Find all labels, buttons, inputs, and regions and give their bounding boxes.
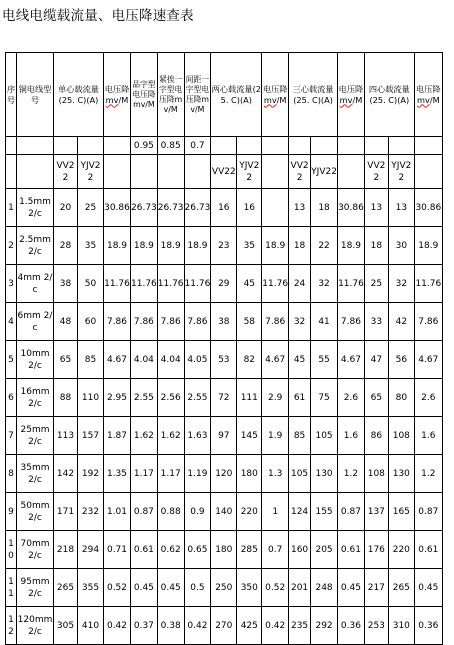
cell-seq: 1 (6, 189, 17, 227)
type-vv22: VV22 (289, 155, 311, 189)
cell-single-yjv22: 50 (78, 265, 104, 303)
cell-two-vdrop: 1.9 (262, 417, 289, 455)
cell-pin-vdrop: 7.86 (131, 303, 158, 341)
cell-two-vv22: 180 (211, 531, 237, 569)
cell-two-vv22: 97 (211, 417, 237, 455)
cell-four-vdrop: 1.2 (414, 455, 442, 493)
table-row (6, 227, 443, 265)
cell-three-yjv22: 130 (311, 455, 338, 493)
cell-four-vv22: 217 (364, 569, 388, 607)
cell-two-vdrop: 4.67 (262, 341, 289, 379)
cell-gap-vdrop: 0.65 (184, 531, 211, 569)
cell-four-vdrop: 0.36 (414, 607, 442, 645)
cell-pin-vdrop: 0.61 (131, 531, 158, 569)
cell-single-yjv22: 60 (78, 303, 104, 341)
cell-four-yjv22: 30 (388, 227, 414, 265)
cell-four-vv22: 176 (364, 531, 388, 569)
cell-two-vv22: 270 (211, 607, 237, 645)
cell-two-yjv22: 350 (237, 569, 262, 607)
cell-single-vdrop: 1.01 (104, 493, 131, 531)
cell-single-vdrop: 4.67 (104, 341, 131, 379)
cell-two-yjv22: 220 (237, 493, 262, 531)
header-single-current: 单心载流量(25. C)(A) (54, 53, 104, 137)
cell-two-vv22: 23 (211, 227, 237, 265)
cell-three-vdrop: 11.76 (338, 265, 365, 303)
cell-three-yjv22: 75 (311, 379, 338, 417)
cell-three-yjv22: 55 (311, 341, 338, 379)
cell-three-vv22: 160 (289, 531, 311, 569)
cell-gap-vdrop: 0.5 (184, 569, 211, 607)
cell-four-vdrop: 0.61 (414, 531, 442, 569)
cell-four-vv22: 108 (364, 455, 388, 493)
cell-two-yjv22: 82 (237, 341, 262, 379)
cell-model: 35mm 2/c (17, 455, 54, 493)
header-pin-vdrop: 品字型电压降mv/M (131, 53, 158, 137)
cell-model: 4mm 2/c (17, 265, 54, 303)
type-yjv22: YJV22 (311, 155, 338, 189)
table-row (6, 265, 443, 303)
cell-four-yjv22: 265 (388, 569, 414, 607)
header-four-current: 四心载流量(25. C)(A) (364, 53, 414, 137)
cell-seq: 2 (6, 227, 17, 265)
cell-two-yjv22: 425 (237, 607, 262, 645)
cell-single-vv22: 65 (54, 341, 78, 379)
cell-single-yjv22: 35 (78, 227, 104, 265)
coef-tight: 0.85 (157, 137, 184, 155)
cell-four-vv22: 253 (364, 607, 388, 645)
cell-four-vdrop: 0.87 (414, 493, 442, 531)
cell-single-vv22: 142 (54, 455, 78, 493)
cell-single-yjv22: 85 (78, 341, 104, 379)
cell-single-vdrop: 18.9 (104, 227, 131, 265)
cell-three-yjv22: 41 (311, 303, 338, 341)
header-tight-vdrop: 紧挨一字型电压降mv/M (157, 53, 184, 137)
cell-single-yjv22: 157 (78, 417, 104, 455)
cell-four-vv22: 137 (364, 493, 388, 531)
type-vv22: VV22 (364, 155, 388, 189)
cell-model: 10mm 2/c (17, 341, 54, 379)
cell-gap-vdrop: 4.05 (184, 341, 211, 379)
cell-four-vv22: 33 (364, 303, 388, 341)
cell-single-vv22: 88 (54, 379, 78, 417)
cell-two-yjv22: 58 (237, 303, 262, 341)
cell-single-vv22: 305 (54, 607, 78, 645)
cell-two-yjv22: 111 (237, 379, 262, 417)
header-vdrop-three: 电压降 mv/M (338, 53, 365, 137)
cell-four-vv22: 25 (364, 265, 388, 303)
cable-type-row (6, 155, 443, 189)
cell-single-vdrop: 11.76 (104, 265, 131, 303)
coef-pin: 0.95 (131, 137, 158, 155)
cell-four-vdrop: 0.45 (414, 569, 442, 607)
cell-model: 25mm 2/c (17, 417, 54, 455)
cell-two-vv22: 16 (211, 189, 237, 227)
cell-tight-vdrop: 0.38 (157, 607, 184, 645)
cell-four-vdrop: 30.86 (414, 189, 442, 227)
cell-seq: 11 (6, 569, 17, 607)
cell-pin-vdrop: 0.87 (131, 493, 158, 531)
type-yjv22: YJV22 (388, 155, 414, 189)
cell-single-vdrop: 2.95 (104, 379, 131, 417)
cell-two-vdrop: 1.3 (262, 455, 289, 493)
cell-gap-vdrop: 11.76 (184, 265, 211, 303)
cell-two-vdrop: 1 (262, 493, 289, 531)
cell-two-yjv22: 145 (237, 417, 262, 455)
cell-model: 120mm 2/c (17, 607, 54, 645)
cell-tight-vdrop: 0.88 (157, 493, 184, 531)
header-row (6, 53, 443, 137)
cell-gap-vdrop: 7.86 (184, 303, 211, 341)
cell-three-vv22: 32 (289, 303, 311, 341)
cell-two-vdrop: 0.7 (262, 531, 289, 569)
type-vv22: VV22 (211, 155, 237, 189)
cell-three-vv22: 85 (289, 417, 311, 455)
cell-two-vdrop: 0.42 (262, 607, 289, 645)
cell-gap-vdrop: 1.63 (184, 417, 211, 455)
cell-two-vv22: 140 (211, 493, 237, 531)
cell-three-vdrop: 30.86 (338, 189, 365, 227)
cell-three-vdrop: 4.67 (338, 341, 365, 379)
cell-pin-vdrop: 11.76 (131, 265, 158, 303)
cell-four-yjv22: 32 (388, 265, 414, 303)
cell-four-vv22: 65 (364, 379, 388, 417)
cell-tight-vdrop: 0.62 (157, 531, 184, 569)
table-row (6, 189, 443, 227)
table-row (6, 455, 443, 493)
cell-two-vv22: 38 (211, 303, 237, 341)
cell-three-vv22: 235 (289, 607, 311, 645)
cell-two-vdrop (262, 189, 289, 227)
cell-gap-vdrop: 18.9 (184, 227, 211, 265)
cell-two-vdrop: 7.86 (262, 303, 289, 341)
header-gap-vdrop: 间距一字型电压降mv/M (184, 53, 211, 137)
cell-seq: 5 (6, 341, 17, 379)
cell-tight-vdrop: 26.73 (157, 189, 184, 227)
coef-gap: 0.7 (184, 137, 211, 155)
cell-three-vdrop: 0.87 (338, 493, 365, 531)
cell-seq: 6 (6, 379, 17, 417)
cell-model: 50mm 2/c (17, 493, 54, 531)
cell-four-yjv22: 130 (388, 455, 414, 493)
header-vdrop-single: 电压降 mv/M (104, 53, 131, 137)
cell-tight-vdrop: 1.17 (157, 455, 184, 493)
cell-pin-vdrop: 1.17 (131, 455, 158, 493)
type-vv22: VV22 (54, 155, 78, 189)
cell-seq: 10 (6, 531, 17, 569)
cell-three-vdrop: 0.36 (338, 607, 365, 645)
cell-three-vv22: 61 (289, 379, 311, 417)
cell-three-yjv22: 22 (311, 227, 338, 265)
cell-two-yjv22: 285 (237, 531, 262, 569)
cell-two-vv22: 250 (211, 569, 237, 607)
cell-pin-vdrop: 4.04 (131, 341, 158, 379)
cell-single-vv22: 28 (54, 227, 78, 265)
cell-two-yjv22: 16 (237, 189, 262, 227)
cell-two-vv22: 29 (211, 265, 237, 303)
cell-model: 70mm 2/c (17, 531, 54, 569)
cell-two-vv22: 53 (211, 341, 237, 379)
cell-model: 16mm 2/c (17, 379, 54, 417)
header-vdrop-two: 电压降 mv/M (262, 53, 289, 137)
cell-four-vdrop: 4.67 (414, 341, 442, 379)
cell-four-yjv22: 108 (388, 417, 414, 455)
cell-three-yjv22: 248 (311, 569, 338, 607)
cell-two-vdrop: 11.76 (262, 265, 289, 303)
cell-two-yjv22: 180 (237, 455, 262, 493)
cell-seq: 9 (6, 493, 17, 531)
cell-single-vdrop: 1.87 (104, 417, 131, 455)
cell-single-vdrop: 30.86 (104, 189, 131, 227)
cell-tight-vdrop: 11.76 (157, 265, 184, 303)
cell-three-vv22: 13 (289, 189, 311, 227)
table-row (6, 379, 443, 417)
cell-tight-vdrop: 7.86 (157, 303, 184, 341)
header-three-current: 三心载流量(25. C)(A) (289, 53, 338, 137)
cell-four-vdrop: 2.6 (414, 379, 442, 417)
cell-two-vdrop: 18.9 (262, 227, 289, 265)
cell-single-vv22: 218 (54, 531, 78, 569)
cell-single-vdrop: 0.71 (104, 531, 131, 569)
cell-model: 95mm 2/c (17, 569, 54, 607)
cell-single-vdrop: 0.42 (104, 607, 131, 645)
cell-four-vdrop: 7.86 (414, 303, 442, 341)
cell-three-yjv22: 32 (311, 265, 338, 303)
header-seq: 序号 (6, 53, 17, 137)
cell-single-yjv22: 110 (78, 379, 104, 417)
cell-three-vdrop: 0.61 (338, 531, 365, 569)
cell-four-yjv22: 220 (388, 531, 414, 569)
cell-single-vv22: 20 (54, 189, 78, 227)
cell-three-yjv22: 292 (311, 607, 338, 645)
cell-three-vv22: 201 (289, 569, 311, 607)
cell-single-yjv22: 25 (78, 189, 104, 227)
cell-four-yjv22: 42 (388, 303, 414, 341)
header-model: 铜电线型号 (17, 53, 54, 137)
cell-single-yjv22: 232 (78, 493, 104, 531)
cell-gap-vdrop: 1.19 (184, 455, 211, 493)
cell-three-yjv22: 155 (311, 493, 338, 531)
cell-single-yjv22: 294 (78, 531, 104, 569)
table-row (6, 303, 443, 341)
cell-three-vv22: 105 (289, 455, 311, 493)
cell-tight-vdrop: 4.04 (157, 341, 184, 379)
cell-single-yjv22: 410 (78, 607, 104, 645)
cell-three-yjv22: 105 (311, 417, 338, 455)
cell-four-vv22: 18 (364, 227, 388, 265)
cell-tight-vdrop: 0.45 (157, 569, 184, 607)
table-row (6, 607, 443, 645)
cell-three-yjv22: 205 (311, 531, 338, 569)
table-row (6, 569, 443, 607)
cell-four-vdrop: 1.6 (414, 417, 442, 455)
cell-pin-vdrop: 2.55 (131, 379, 158, 417)
cell-three-vv22: 45 (289, 341, 311, 379)
cell-single-vv22: 171 (54, 493, 78, 531)
cell-single-vv22: 38 (54, 265, 78, 303)
cell-tight-vdrop: 1.62 (157, 417, 184, 455)
cell-single-yjv22: 192 (78, 455, 104, 493)
type-yjv22: YJV22 (78, 155, 104, 189)
page-title: 电线电缆载流量、电压降速查表 (2, 8, 194, 24)
cell-three-vdrop: 1.6 (338, 417, 365, 455)
table-row (6, 417, 443, 455)
cell-seq: 7 (6, 417, 17, 455)
cell-seq: 3 (6, 265, 17, 303)
cell-three-vv22: 18 (289, 227, 311, 265)
cell-four-yjv22: 165 (388, 493, 414, 531)
cell-two-vdrop: 0.52 (262, 569, 289, 607)
cell-single-vdrop: 1.35 (104, 455, 131, 493)
cell-pin-vdrop: 26.73 (131, 189, 158, 227)
cell-two-vv22: 120 (211, 455, 237, 493)
cell-four-vdrop: 11.76 (414, 265, 442, 303)
cell-four-vv22: 86 (364, 417, 388, 455)
table-row (6, 341, 443, 379)
cell-seq: 12 (6, 607, 17, 645)
cell-gap-vdrop: 2.55 (184, 379, 211, 417)
cell-single-vv22: 265 (54, 569, 78, 607)
cell-four-vv22: 13 (364, 189, 388, 227)
header-vdrop-four: 电压降 mv/M (414, 53, 442, 137)
cell-four-yjv22: 310 (388, 607, 414, 645)
cell-three-vdrop: 18.9 (338, 227, 365, 265)
cell-gap-vdrop: 26.73 (184, 189, 211, 227)
cell-model: 6mm 2/c (17, 303, 54, 341)
cell-three-yjv22: 18 (311, 189, 338, 227)
cell-two-vv22: 72 (211, 379, 237, 417)
cell-single-vdrop: 0.52 (104, 569, 131, 607)
cell-model: 1.5mm 2/c (17, 189, 54, 227)
cell-four-yjv22: 80 (388, 379, 414, 417)
cell-four-yjv22: 13 (388, 189, 414, 227)
cell-pin-vdrop: 1.62 (131, 417, 158, 455)
cell-gap-vdrop: 0.9 (184, 493, 211, 531)
cell-four-vv22: 47 (364, 341, 388, 379)
cell-single-yjv22: 355 (78, 569, 104, 607)
cell-four-yjv22: 56 (388, 341, 414, 379)
cell-tight-vdrop: 18.9 (157, 227, 184, 265)
table-row (6, 531, 443, 569)
coefficient-row (6, 137, 443, 155)
cell-three-vv22: 24 (289, 265, 311, 303)
table-container (5, 52, 443, 645)
cell-single-vv22: 113 (54, 417, 78, 455)
cell-three-vdrop: 2.6 (338, 379, 365, 417)
cell-model: 2.5mm 2/c (17, 227, 54, 265)
cell-seq: 8 (6, 455, 17, 493)
header-two-current: 两心载流量(25. C)(A) (211, 53, 262, 137)
cell-two-yjv22: 45 (237, 265, 262, 303)
cell-single-vv22: 48 (54, 303, 78, 341)
cell-three-vdrop: 1.2 (338, 455, 365, 493)
type-yjv22: YJV22 (237, 155, 262, 189)
cell-seq: 4 (6, 303, 17, 341)
cell-pin-vdrop: 18.9 (131, 227, 158, 265)
table-row (6, 493, 443, 531)
cable-table (5, 52, 443, 645)
cell-single-vdrop: 7.86 (104, 303, 131, 341)
cell-pin-vdrop: 0.45 (131, 569, 158, 607)
cell-gap-vdrop: 0.42 (184, 607, 211, 645)
cell-three-vdrop: 7.86 (338, 303, 365, 341)
cell-two-yjv22: 35 (237, 227, 262, 265)
cell-three-vdrop: 0.45 (338, 569, 365, 607)
cell-tight-vdrop: 2.56 (157, 379, 184, 417)
cell-four-vdrop: 18.9 (414, 227, 442, 265)
cell-three-vv22: 124 (289, 493, 311, 531)
cell-pin-vdrop: 0.37 (131, 607, 158, 645)
cell-two-vdrop: 2.9 (262, 379, 289, 417)
